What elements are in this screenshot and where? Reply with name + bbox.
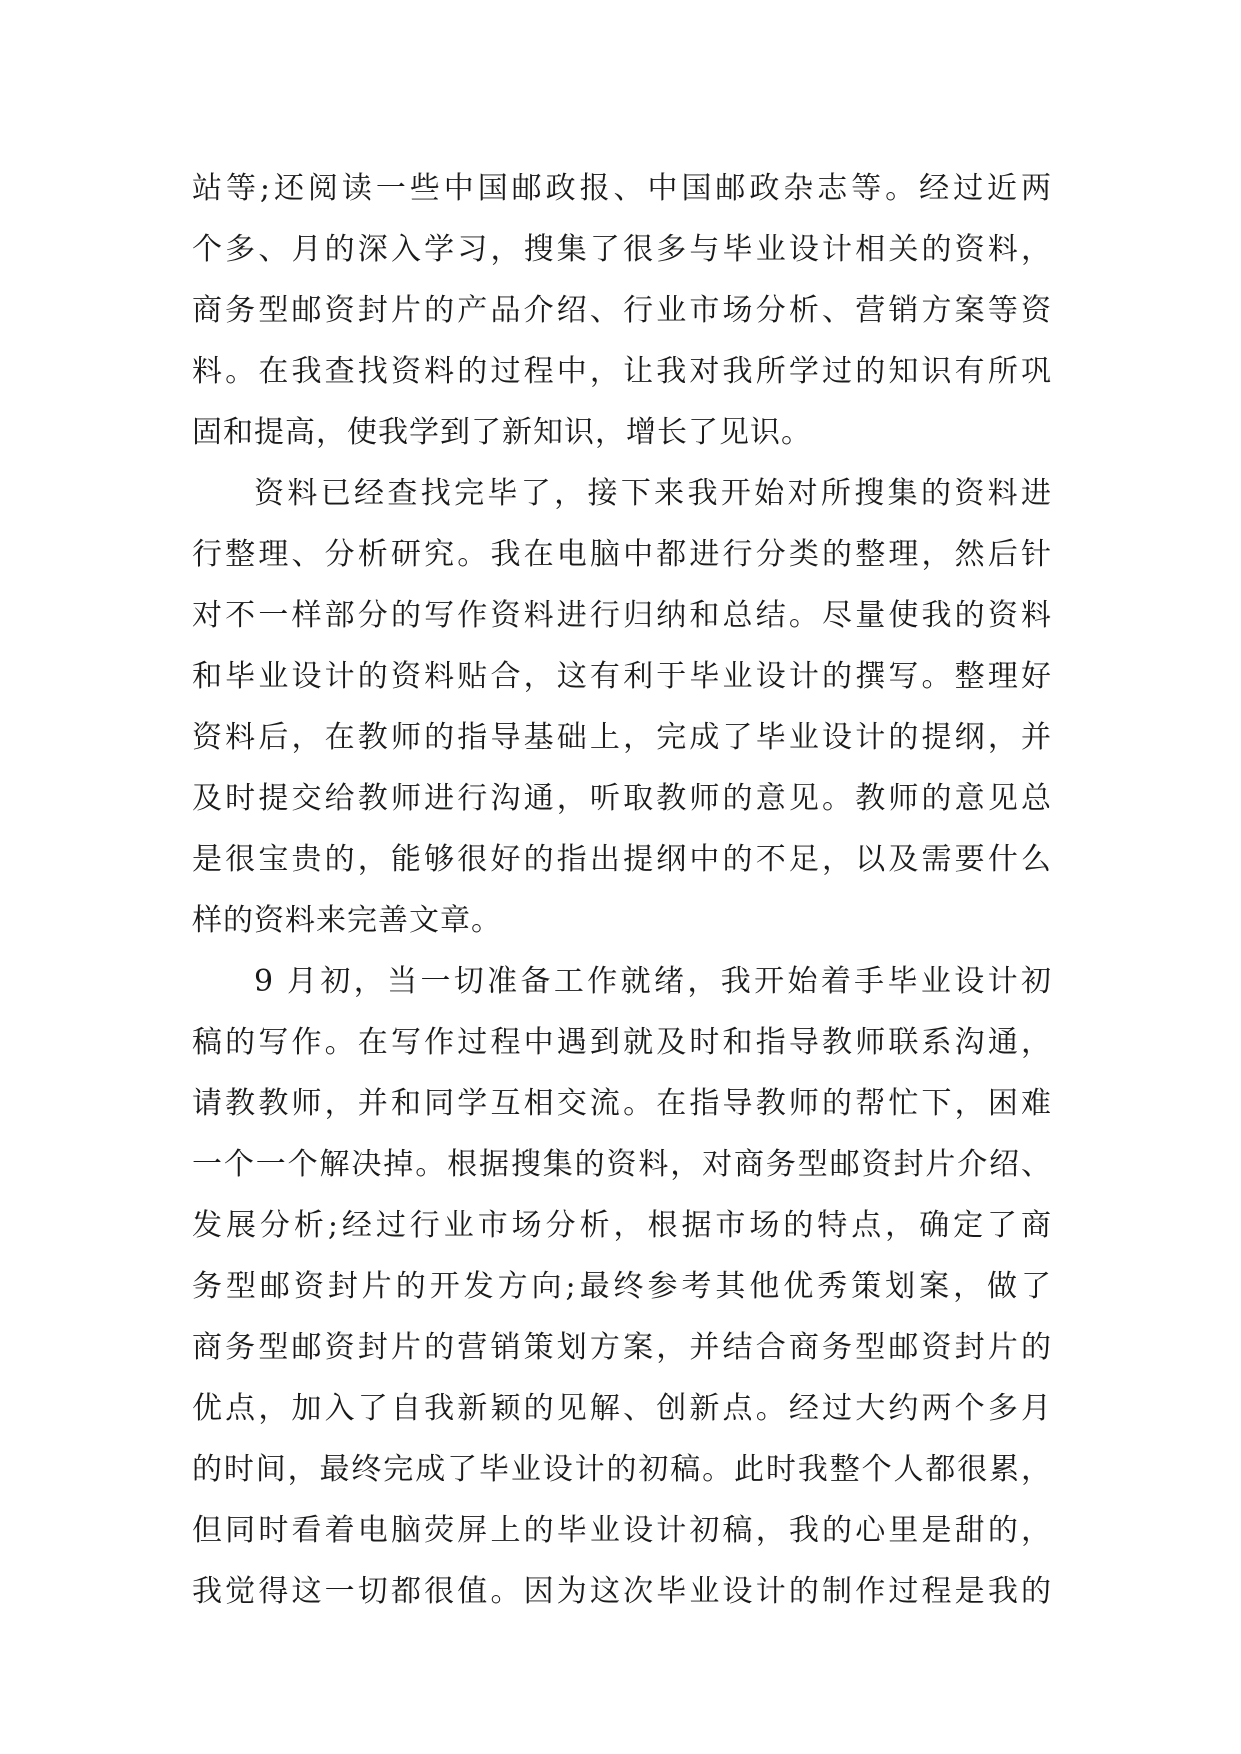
text-line: 请教教师，并和同学互相交流。在指导教师的帮忙下，困难 xyxy=(192,1086,1052,1121)
text-line: 样的资料来完善文章。 xyxy=(192,903,502,938)
text-line: 一个一个解决掉。根据搜集的资料，对商务型邮资封片介绍、 xyxy=(192,1147,1052,1182)
text-line: 稿的写作。在写作过程中遇到就及时和指导教师联系沟通， xyxy=(192,1025,1052,1060)
text-line: 及时提交给教师进行沟通，听取教师的意见。教师的意见总 xyxy=(192,781,1052,816)
text-line: 对不一样部分的写作资料进行归纳和总结。尽量使我的资料 xyxy=(192,598,1052,633)
text-line: 商务型邮资封片的营销策划方案，并结合商务型邮资封片的 xyxy=(192,1330,1052,1365)
body-text xyxy=(192,158,1052,1622)
paragraph-2 xyxy=(192,463,1052,951)
text-line: 商务型邮资封片的产品介绍、行业市场分析、营销方案等资 xyxy=(192,293,1052,328)
text-line: 9 月初，当一切准备工作就绪，我开始着手毕业设计初 xyxy=(254,964,1052,999)
paragraph-1 xyxy=(192,158,1052,463)
text-line: 发展分析;经过行业市场分析，根据市场的特点，确定了商 xyxy=(192,1208,1052,1243)
text-line: 是很宝贵的，能够很好的指出提纲中的不足，以及需要什么 xyxy=(192,842,1052,877)
text-line: 固和提高，使我学到了新知识，增长了见识。 xyxy=(192,415,812,450)
text-line: 务型邮资封片的开发方向;最终参考其他优秀策划案，做了 xyxy=(192,1269,1052,1304)
text-line: 但同时看着电脑荧屏上的毕业设计初稿，我的心里是甜的， xyxy=(192,1513,1052,1548)
paragraph-3 xyxy=(192,951,1052,1622)
text-line: 资料后，在教师的指导基础上，完成了毕业设计的提纲，并 xyxy=(192,720,1052,755)
text-line: 行整理、分析研究。我在电脑中都进行分类的整理，然后针 xyxy=(192,537,1052,572)
text-line: 的时间，最终完成了毕业设计的初稿。此时我整个人都很累， xyxy=(192,1452,1052,1487)
text-line: 资料已经查找完毕了，接下来我开始对所搜集的资料进 xyxy=(254,476,1052,511)
text-line: 优点，加入了自我新颖的见解、创新点。经过大约两个多月 xyxy=(192,1391,1052,1426)
text-line: 和毕业设计的资料贴合，这有利于毕业设计的撰写。整理好 xyxy=(192,659,1052,694)
text-line: 料。在我查找资料的过程中，让我对我所学过的知识有所巩 xyxy=(192,354,1052,389)
text-line: 个多、月的深入学习，搜集了很多与毕业设计相关的资料， xyxy=(192,232,1052,267)
text-line: 站等;还阅读一些中国邮政报、中国邮政杂志等。经过近两 xyxy=(192,171,1052,206)
text-line: 我觉得这一切都很值。因为这次毕业设计的制作过程是我的 xyxy=(192,1574,1052,1609)
